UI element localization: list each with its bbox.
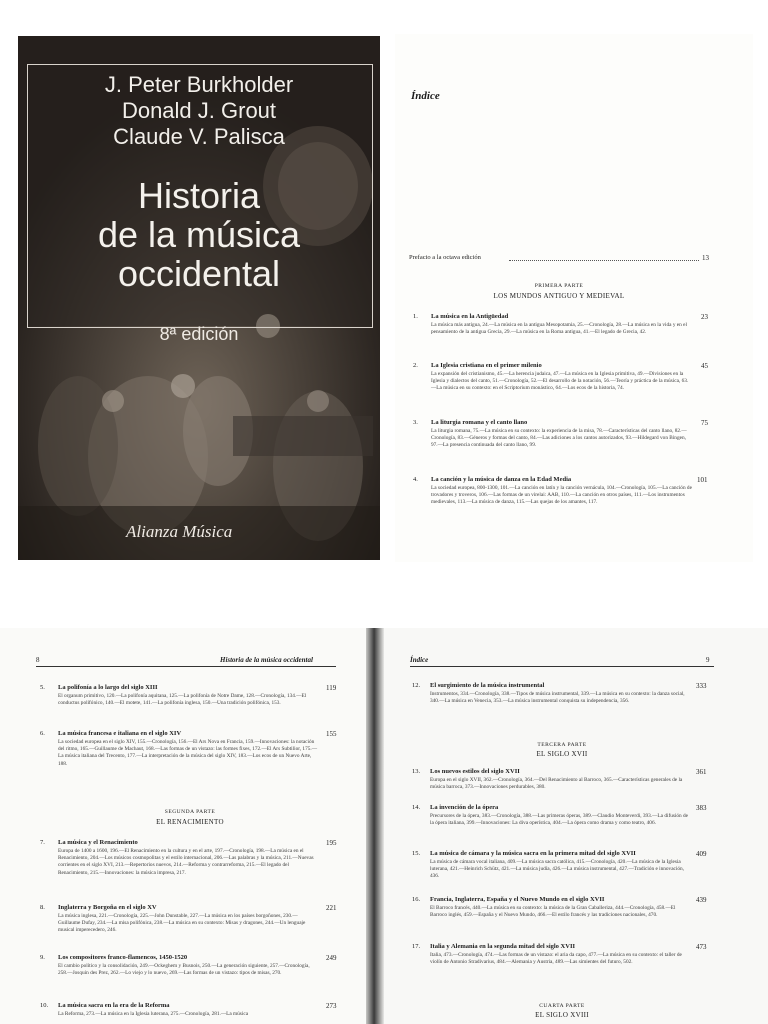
chapter-page: 101: [697, 476, 708, 484]
chapter-page: 155: [326, 730, 337, 738]
chapter-number: 9.: [40, 954, 45, 961]
preface-entry: [409, 254, 709, 261]
chapter-page: 361: [696, 768, 707, 776]
index-page-right: [384, 628, 768, 1024]
author-name: J. Peter Burkholder: [104, 72, 294, 97]
chapter-page: 383: [696, 804, 707, 812]
chapter-number: 10.: [40, 1002, 49, 1009]
chapter-number: 2.: [413, 362, 418, 369]
chapter-contents: El Barroco francés, 440.—La música en su contexto: la música de la Gran Caballeriza, 444.—Cronología, 458.—El Barroco inglés, 459.—España y el Nuevo Mundo, 466.—El estilo francés y las tradiciones nacionales, 470.: [430, 905, 676, 919]
book-gutter: [366, 628, 384, 1024]
book-cover: [18, 36, 380, 560]
chapter-page: 333: [696, 682, 707, 690]
page-heading: Índice: [411, 90, 440, 102]
chapter-number: 17.: [412, 943, 421, 950]
index-page-top: [395, 34, 753, 562]
author-name: Donald J. Grout: [121, 98, 277, 123]
chapter-page: 473: [696, 943, 707, 951]
chapter-contents: La Reforma, 273.—La música en la Iglesia luterana, 275.—Cronología, 281.—La música: [58, 1011, 249, 1017]
chapter-number: 13.: [412, 768, 421, 775]
running-head: Historia de la música occidental: [220, 656, 313, 664]
running-head: Índice: [410, 656, 429, 664]
chapter-title: La Iglesia cristiana en el primer milenio: [431, 362, 542, 369]
chapter-page: 23: [701, 313, 708, 321]
author-name: Claude V. Palisca: [113, 124, 285, 149]
chapter-title: Los nuevos estilos del siglo XVII: [430, 768, 520, 775]
chapter-contents: Instrumentos, 334.—Cronología, 338.—Tipos de música instrumental, 339.—La música en su contexto: la danza social, 340.—La música en Venecia, 353.—La música instrumental conquista su independencia, 356.: [430, 691, 685, 705]
chapter-number: 14.: [412, 804, 421, 811]
chapter-contents: El organum primitivo, 120.—La polifonía aquitana, 125.—La polifonía de Notre Dame, 128.—Cronología, 134.—El conductus polifónico, 140.—El motete, 141.—La polifonía inglesa, 150.—Una tradición polifónica, 153.: [58, 693, 307, 707]
header-rule: [410, 666, 714, 667]
page-number: 9: [706, 656, 710, 664]
chapter-contents: Europa en el siglo XVII, 362.—Cronología, 364.—Del Renacimiento al Barroco, 365.—Características generales de la música barroca, 373.—Innovaciones perdurables, 380.: [430, 777, 683, 791]
edition-label: 8ª edición: [159, 324, 239, 344]
chapter-contents: Precursores de la ópera, 383.—Cronología, 388.—Las primeras óperas, 389.—Claudio Monteverdi, 393.—La difusión de la ópera italiana, 399.—Innovaciones: La diva operística, 404.—La ópera como drama y como teatro, 406.: [430, 813, 689, 827]
part-label: TERCERA PARTE: [537, 742, 587, 748]
part-title: LOS MUNDOS ANTIGUO Y MEDIEVAL: [493, 292, 625, 300]
chapter-page: 45: [701, 362, 708, 370]
chapter-contents: El cambio político y la consolidación, 249.—Ockeghem y Busnois, 250.—La generación siguiente, 257.—Cronología, 258.—Josquin des Prez, 262.—Lo viejo y lo nuevo, 269.—Las formas de un vistazo: tipos de misas, 270.: [58, 963, 310, 977]
chapter-number: 5.: [40, 684, 45, 691]
chapter-number: 7.: [40, 839, 45, 846]
chapter-page: 119: [326, 684, 337, 692]
chapter-page: 195: [326, 839, 337, 847]
chapter-page: 409: [696, 850, 707, 858]
chapter-title: La música y el Renacimiento: [58, 839, 138, 846]
chapter-title: La música francesa e italiana en el siglo XIV: [58, 730, 182, 737]
part-title: EL SIGLO XVIII: [535, 1011, 589, 1019]
chapter-number: 16.: [412, 896, 421, 903]
chapter-page: 75: [701, 419, 708, 427]
part-label: PRIMERA PARTE: [534, 283, 584, 289]
leader-dots: [509, 260, 699, 261]
chapter-page: 221: [326, 904, 337, 912]
chapter-title: La invención de la ópera: [430, 804, 499, 811]
preface-page: 13: [702, 254, 709, 262]
chapter-number: 6.: [40, 730, 45, 737]
chapter-title: La música sacra en la era de la Reforma: [58, 1002, 170, 1009]
chapter-number: 12.: [412, 682, 421, 689]
chapter-contents: La liturgia romana, 75.—La música en su contexto: la experiencia de la misa, 78.—Características del canto llano, 82.—Cronología, 83.—Géneros y formas del canto, 84.—Las adiciones a los cantos autorizados, 93.—Hildegard von Bingen, 97.—La presencia continuada del canto llano, 99.: [431, 428, 687, 449]
book-title-line: Historia: [137, 175, 261, 216]
index-page-left: [0, 628, 368, 1024]
part-title: EL SIGLO XVII: [536, 750, 588, 758]
chapter-contents: La música inglesa, 221.—Cronología, 225.—John Dunstable, 227.—La música en los países borgoñones, 230.—Guillaume Dufay, 234.—La misa polifónica, 238.—La música en su contexto: Misas y dragones, 244.—Un lenguaje musical imperecedero, 246.: [58, 913, 306, 934]
chapter-number: 1.: [413, 313, 418, 320]
chapter-contents: La sociedad europea, 800-1300, 101.—La canción en latín y la canción vernácula, 104.—Cronología, 105.—La canción de trovadores y troveros, 106.—Las formas de un virelai: AAB, 110.—La canción en otros países, 111.—Los instrumentos medievales, 113.—La música de danza, 115.—Las quejas de los amantes, 117.: [431, 485, 692, 506]
chapter-number: 8.: [40, 904, 45, 911]
chapter-title: La música en la Antigüedad: [431, 313, 509, 320]
part-title: EL RENACIMIENTO: [156, 818, 224, 826]
chapter-number: 4.: [413, 476, 418, 483]
chapter-title: La polifonía a lo largo del siglo XIII: [58, 684, 158, 691]
chapter-title: Inglaterra y Borgoña en el siglo XV: [58, 904, 157, 911]
chapter-number: 3.: [413, 419, 418, 426]
chapter-title: La liturgia romana y el canto llano: [431, 419, 528, 426]
chapter-contents: Italia, 473.—Cronología, 474.—Las formas de un vistazo: el aria da capo, 477.—La música en su contexto: el taller de violín de Antonio Stradivarius, 484.—Alemania y Austria, 489.—Las simientes del futuro, 502.: [430, 952, 682, 966]
chapter-title: El surgimiento de la música instrumental: [430, 682, 545, 689]
part-label: SEGUNDA PARTE: [164, 809, 216, 815]
publisher-label: Alianza Música: [126, 522, 233, 541]
chapter-title: Francia, Inglaterra, España y el Nuevo Mundo en el siglo XVII: [430, 896, 605, 903]
book-title-line: occidental: [117, 253, 281, 294]
chapter-page: 249: [326, 954, 337, 962]
header-rule: [36, 666, 336, 667]
chapter-contents: La expansión del cristianismo, 45.—La herencia judaica, 47.—La música en la Iglesia primitiva, 49.—Divisiones en la Iglesia y dialectos del canto, 51.—Cronología, 52.—El desarrollo de la notación, 56.—Teoría y práctica de la música, 63.—La música en su contexto: en el Scriptorium monástico, 64.—Los ecos de la historia, 74.: [431, 371, 689, 392]
book-title-line: de la música: [97, 214, 301, 255]
chapter-page: 439: [696, 896, 707, 904]
chapter-title: Los compositores franco-flamencos, 1450-1520: [58, 954, 188, 961]
part-label: CUARTA PARTE: [539, 1003, 585, 1009]
chapter-contents: La sociedad europea en el siglo XIV, 155.—Cronología, 156.—El Ars Nova en Francia, 159.—Innovaciones: la notación del ritmo, 165.—Guillaume de Machaut, 168.—Las formas de un vistazo: las formes fixes, 172.—El Ars Subtilior, 175.—La música italiana del Trecento, 177.—La interpretación de la música del siglo XIV, 183.—Los ecos de un Nuevo Arte, 188.: [58, 739, 317, 767]
chapter-title: La canción y la música de danza en la Edad Media: [431, 476, 572, 483]
chapter-title: Italia y Alemania en la segunda mitad del siglo XVII: [430, 943, 576, 950]
chapter-page: 273: [326, 1002, 337, 1010]
chapter-number: 15.: [412, 850, 421, 857]
chapter-contents: Europa de 1400 a 1600, 196.—El Renacimiento en la cultura y en el arte, 197.—Cronología, 198.—La música en el Renacimiento, 204.—Los músicos cosmopolitas y el estilo internacional, 206.—Las palabras y la música, 211.—Nuevas corrientes en el siglo XVI, 213.—Repertorios nuevos, 214.—Reforma y contrarreforma, 215.—El legado del Renacimiento, 215.—Innovaciones: la música impresa, 217.: [58, 848, 314, 876]
chapter-contents: La música más antigua, 24.—La música en la antigua Mesopotamia, 25.—Cronología, 28.—La música en la vida y en el pensamiento de la antigua Grecia, 29.—La música en la Roma antigua, 41.—El legado de Grecia, 42.: [431, 322, 687, 336]
page-number: 8: [36, 656, 40, 664]
chapter-contents: La música de cámara vocal italiana, 409.—La música sacra católica, 415.—Cronología, 420.—La música de la Iglesia luterana, 421.—Heinrich Schütz, 421.—La música judía, 426.—La música instrumental, 427.—Tradición e innovación, 436.: [430, 859, 684, 880]
chapter-title: La música de cámara y la música sacra en la primera mitad del siglo XVII: [430, 850, 636, 857]
preface-title: Prefacio a la octava edición: [409, 254, 481, 261]
